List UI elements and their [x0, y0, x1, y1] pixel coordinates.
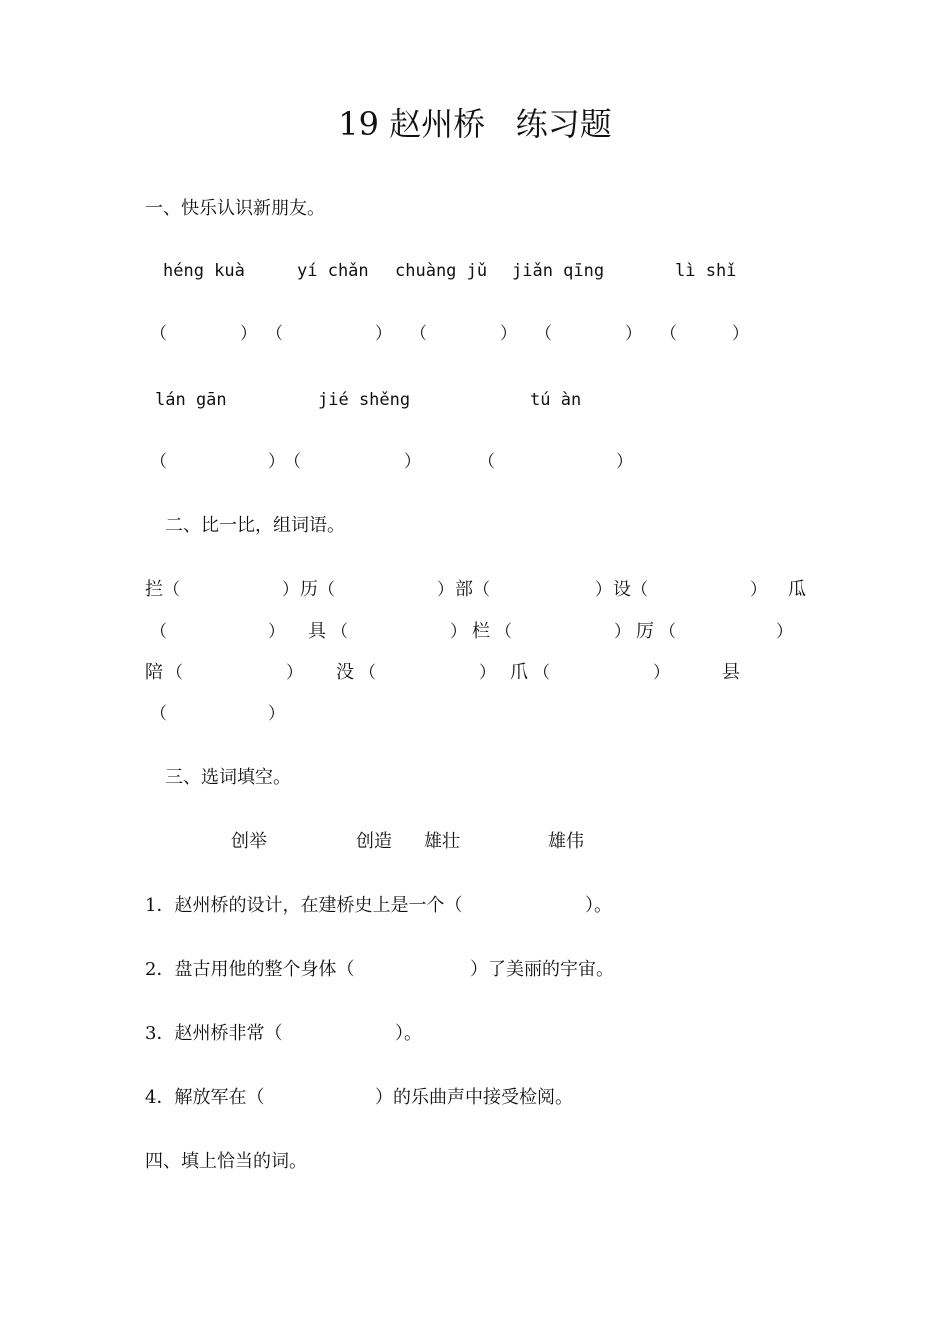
section-2-heading: 二、比一比，组词语。 [165, 515, 345, 536]
answer-close-5: ） [732, 324, 749, 344]
page-title: 19 赵州桥 练习题 [338, 105, 612, 143]
compare-close-12: ） [268, 704, 285, 724]
answer-close-2: ） [375, 324, 392, 344]
compare-char-1: 拦 [145, 579, 163, 600]
sentence-3-end: ）。 [395, 1023, 422, 1044]
compare-close-2: ） [437, 580, 454, 600]
compare-open-4: （ [631, 580, 648, 600]
compare-close-4: ） [750, 580, 767, 600]
compare-close-10: ） [479, 663, 496, 683]
sentence-1-start: 1．赵州桥的设计，在建桥史上是一个（ [145, 895, 463, 916]
compare-char-3: 部 [455, 579, 473, 600]
compare-open-2: （ [318, 580, 335, 600]
pinyin-6: lán gān [155, 390, 227, 410]
compare-char-6: 具 [308, 621, 326, 642]
word-option-2: 创造 [356, 831, 392, 852]
sentence-2-end: ）了美丽的宇宙。 [470, 959, 614, 980]
compare-close-7: ） [614, 622, 631, 642]
compare-char-5: 瓜 [788, 579, 806, 600]
sentence-2-start: 2．盘古用他的整个身体（ [145, 959, 355, 980]
answer-close-6: ） [268, 452, 285, 472]
compare-char-8: 厉 [636, 621, 654, 642]
pinyin-3: chuàng jǔ [395, 261, 488, 281]
compare-open-9: （ [166, 663, 183, 683]
compare-open-5: （ [150, 622, 167, 642]
pinyin-4: jiǎn qīng [512, 261, 605, 281]
compare-open-10: （ [359, 663, 376, 683]
answer-open-3: （ [410, 324, 427, 344]
compare-char-11: 爪 [510, 662, 528, 683]
sentence-3-start: 3．赵州桥非常（ [145, 1023, 283, 1044]
pinyin-1: héng kuà [163, 261, 245, 281]
section-4-heading: 四、填上恰当的词。 [145, 1151, 307, 1172]
compare-close-5: ） [268, 622, 285, 642]
compare-char-12: 县 [722, 662, 740, 683]
compare-open-3: （ [473, 580, 490, 600]
sentence-4-start: 4．解放军在（ [145, 1087, 265, 1108]
answer-open-1: （ [150, 324, 167, 344]
word-option-1: 创举 [231, 831, 267, 852]
answer-open-8: （ [478, 452, 495, 472]
compare-open-1: （ [163, 580, 180, 600]
answer-open-7: （ [284, 452, 301, 472]
pinyin-7: jié shěng [318, 390, 411, 410]
compare-open-12: （ [150, 704, 167, 724]
answer-close-8: ） [616, 452, 633, 472]
sentence-4-end: ）的乐曲声中接受检阅。 [375, 1087, 573, 1108]
answer-open-5: （ [660, 324, 677, 344]
compare-open-8: （ [659, 622, 676, 642]
compare-close-3: ） [595, 580, 612, 600]
answer-close-4: ） [625, 324, 642, 344]
word-option-4: 雄伟 [548, 831, 584, 852]
sentence-1-end: ）。 [585, 895, 612, 916]
compare-close-1: ） [282, 580, 299, 600]
section-1-heading: 一、快乐认识新朋友。 [145, 198, 325, 219]
compare-close-9: ） [286, 663, 303, 683]
pinyin-5: lì shǐ [675, 261, 737, 281]
compare-char-9: 陪 [145, 662, 163, 683]
compare-open-11: （ [533, 663, 550, 683]
compare-char-2: 历 [300, 579, 318, 600]
answer-close-1: ） [240, 324, 257, 344]
pinyin-2: yí chǎn [297, 261, 369, 281]
pinyin-8: tú àn [530, 390, 582, 410]
compare-close-11: ） [653, 663, 670, 683]
compare-char-10: 没 [336, 662, 354, 683]
word-option-3: 雄壮 [424, 831, 460, 852]
answer-open-2: （ [266, 324, 283, 344]
compare-close-6: ） [450, 622, 467, 642]
compare-close-8: ） [776, 622, 793, 642]
section-3-heading: 三、选词填空。 [165, 767, 291, 788]
compare-open-6: （ [331, 622, 348, 642]
compare-char-4: 设 [613, 579, 631, 600]
answer-close-3: ） [500, 324, 517, 344]
answer-open-4: （ [535, 324, 552, 344]
answer-open-6: （ [150, 452, 167, 472]
answer-close-7: ） [404, 452, 421, 472]
compare-open-7: （ [495, 622, 512, 642]
compare-char-7: 栏 [472, 621, 490, 642]
